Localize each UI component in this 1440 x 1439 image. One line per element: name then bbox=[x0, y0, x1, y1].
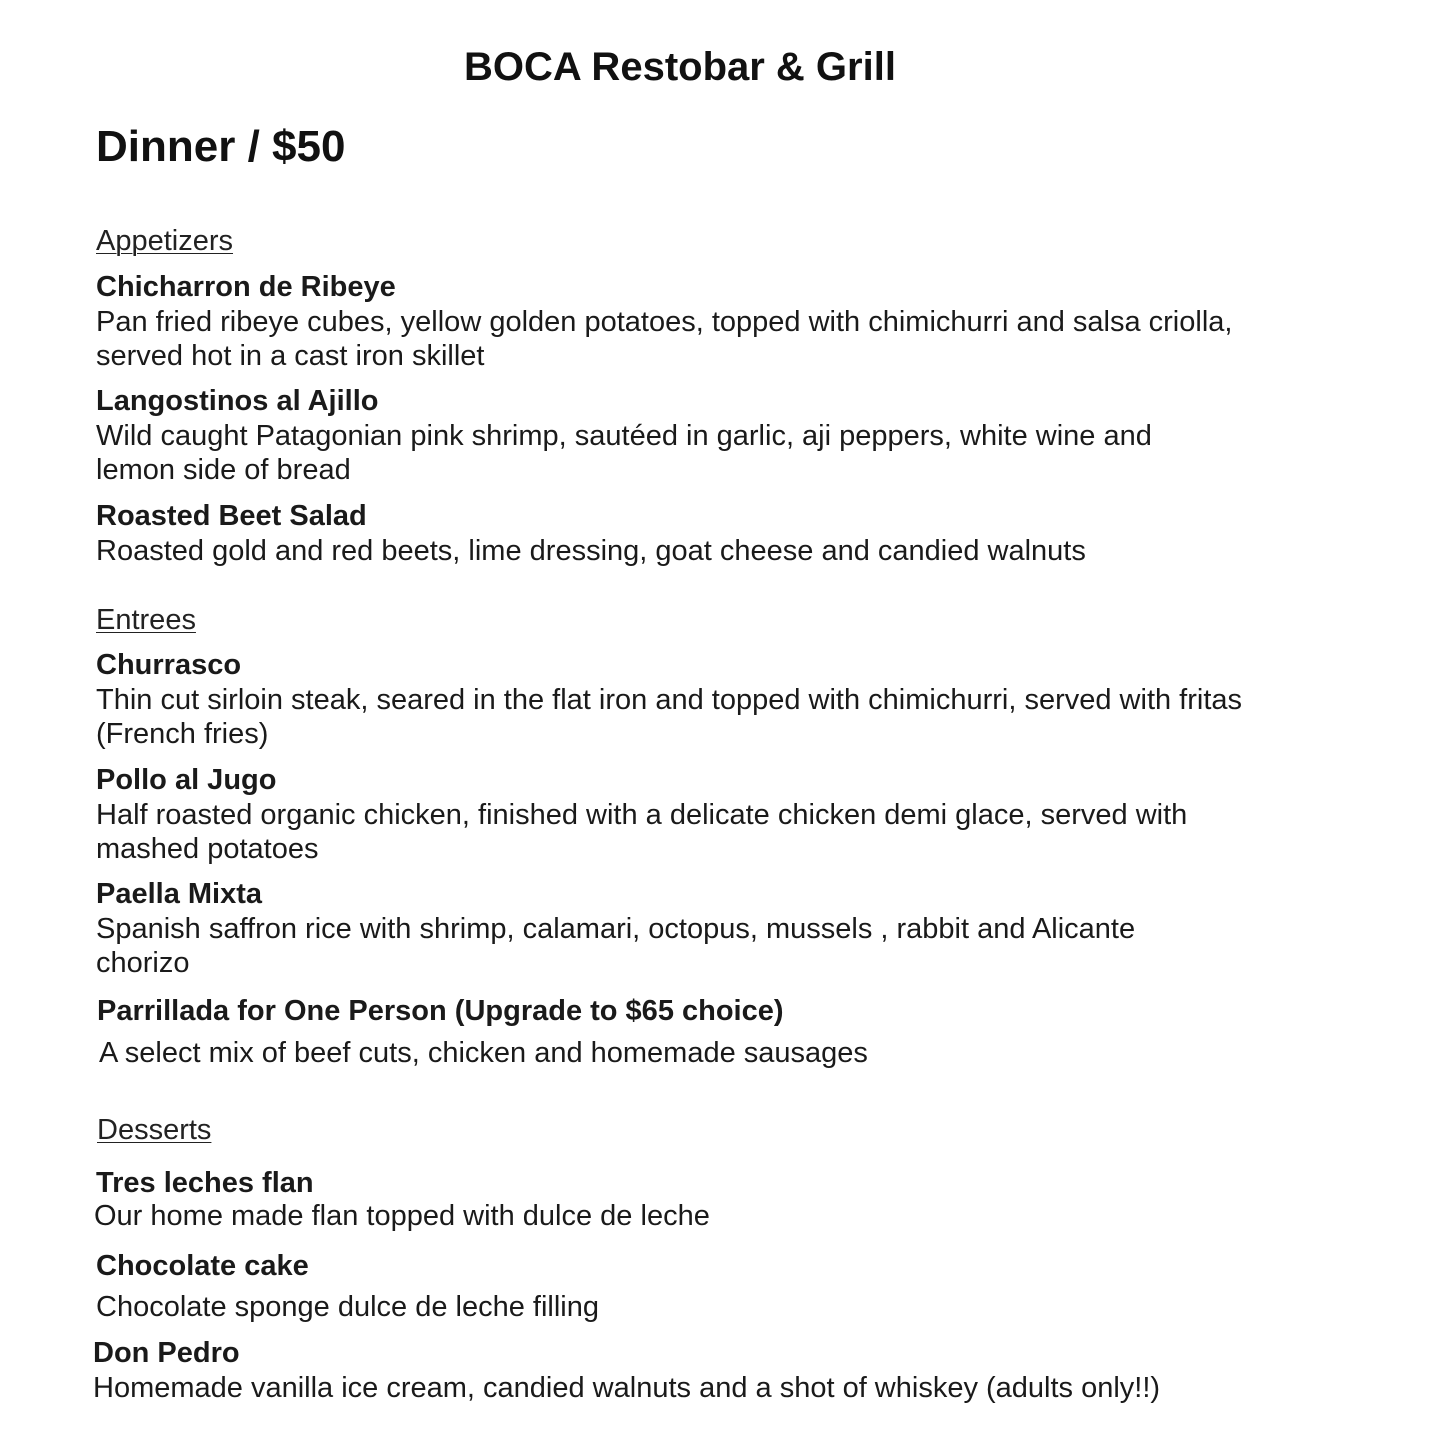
menu-item-name: Parrillada for One Person (Upgrade to $65 choice) bbox=[97, 995, 784, 1027]
menu-item-name: Chicharron de Ribeye bbox=[96, 271, 396, 303]
menu-item-name: Pollo al Jugo bbox=[96, 764, 277, 796]
menu-item-description: Pan fried ribeye cubes, yellow golden potatoes, topped with chimichurri and salsa criolla, served hot in a cast iron skillet bbox=[96, 306, 1233, 372]
menu-item-name: Paella Mixta bbox=[96, 878, 263, 910]
section-heading-appetizers: Appetizers bbox=[96, 225, 234, 257]
section-heading-entrees: Entrees bbox=[96, 604, 196, 636]
menu-item-description: Half roasted organic chicken, finished with a delicate chicken demi glace, served with mashed potatoes bbox=[96, 799, 1188, 865]
menu-item-description: Spanish saffron rice with shrimp, calamari, octopus, mussels , rabbit and Alicante chorizo bbox=[96, 913, 1136, 979]
menu-item-name: Tres leches flan bbox=[96, 1167, 314, 1199]
menu-item-description: Wild caught Patagonian pink shrimp, sautéed in garlic, aji peppers, white wine and lemon side of bread bbox=[96, 420, 1152, 486]
menu-item-name: Roasted Beet Salad bbox=[96, 500, 367, 532]
menu-item-name: Don Pedro bbox=[93, 1337, 240, 1369]
section-heading-desserts: Desserts bbox=[97, 1114, 212, 1146]
restaurant-name: BOCA Restobar & Grill bbox=[464, 45, 896, 89]
menu-item-name: Chocolate cake bbox=[96, 1250, 309, 1282]
menu-title: Dinner / $50 bbox=[96, 122, 346, 171]
menu-item-description: Roasted gold and red beets, lime dressing, goat cheese and candied walnuts bbox=[96, 535, 1086, 567]
menu-item-name: Churrasco bbox=[96, 649, 242, 681]
menu-item-description: A select mix of beef cuts, chicken and homemade sausages bbox=[99, 1037, 868, 1069]
menu-item-description: Thin cut sirloin steak, seared in the flat iron and topped with chimichurri, served with fritas (French fries) bbox=[96, 684, 1243, 750]
menu-item-name: Langostinos al Ajillo bbox=[96, 385, 379, 417]
menu-item-description: Homemade vanilla ice cream, candied walnuts and a shot of whiskey (adults only!!) bbox=[93, 1372, 1161, 1404]
menu-item-description: Our home made flan topped with dulce de leche bbox=[94, 1200, 710, 1232]
menu-item-description: Chocolate sponge dulce de leche filling bbox=[96, 1291, 600, 1323]
